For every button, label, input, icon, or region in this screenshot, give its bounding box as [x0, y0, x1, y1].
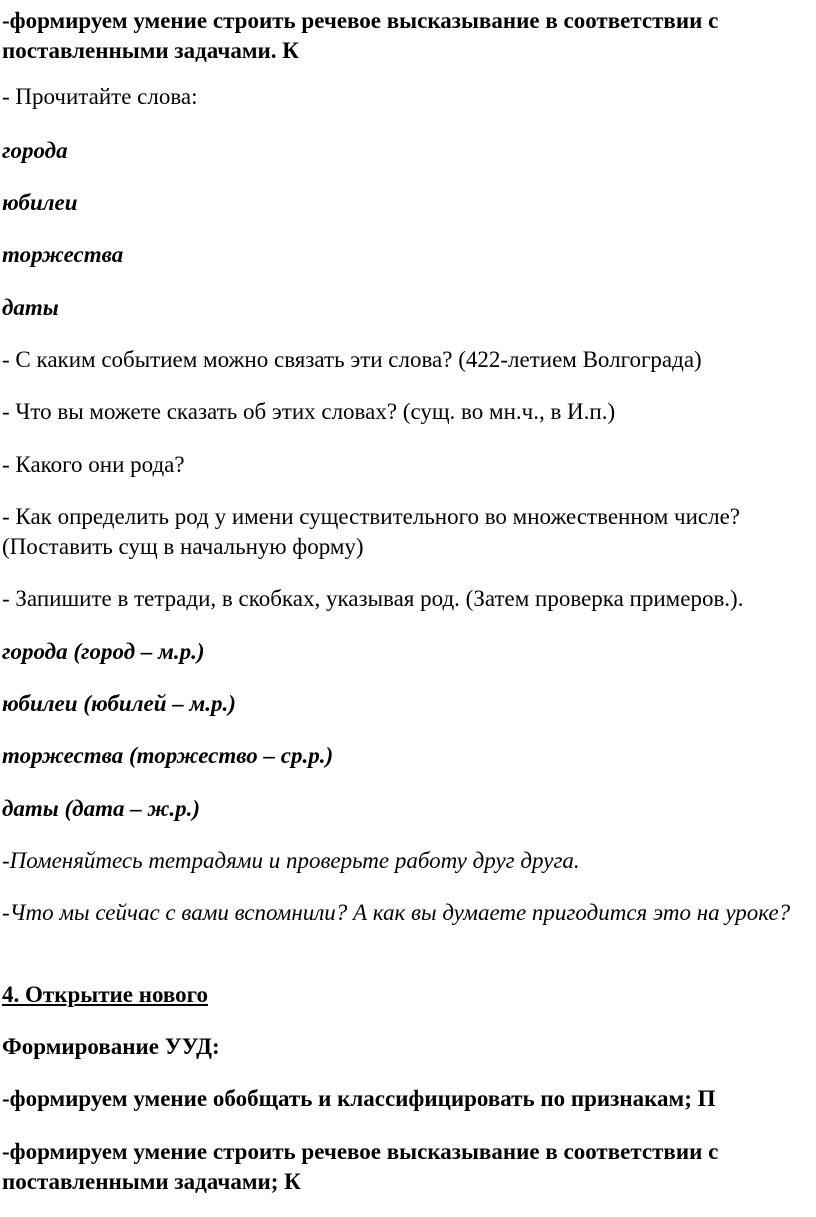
- uud-communicative-goal-2: -формируем умение строить речевое высказывание в соответствии с поставленными задачами; К: [2, 1139, 719, 1194]
- word-torzhestva: торжества: [2, 242, 124, 267]
- example-goroda: города (город – м.р.): [2, 639, 205, 664]
- uud-cognitive-goal: -формируем умение обобщать и классифицировать по признакам; П: [2, 1086, 716, 1111]
- word-yubilei: юбилеи: [2, 190, 78, 215]
- instruction-write: - Запишите в тетради, в скобках, указывая род. (Затем проверка примеров.).: [2, 586, 744, 611]
- instruction-read-words: - Прочитайте слова:: [2, 84, 198, 109]
- question-gender: - Какого они рода?: [2, 452, 185, 477]
- word-daty: даты: [2, 295, 59, 320]
- instruction-swap-notebooks: -Поменяйтесь тетрадями и проверьте работу друг друга.: [2, 848, 580, 873]
- example-daty: даты (дата – ж.р.): [2, 796, 201, 821]
- example-yubilei: юбилеи (юбилей – м.р.): [2, 691, 236, 716]
- question-recall: -Что мы сейчас с вами вспомнили? А как вы думаете пригодится это на уроке?: [2, 900, 791, 925]
- word-goroda: города: [2, 138, 68, 163]
- question-event: - С каким событием можно связать эти слова? (422-летием Волгограда): [2, 347, 702, 372]
- example-torzhestva: торжества (торжество – ср.р.): [2, 743, 334, 768]
- question-determine-gender: - Как определить род у имени существительного во множественном числе? (Поставить сущ в начальную форму): [2, 504, 740, 559]
- uud-heading: Формирование УУД:: [2, 1034, 220, 1059]
- section-heading-new: 4. Открытие нового: [2, 982, 209, 1007]
- uud-communicative-goal: -формируем умение строить речевое высказывание в соответствии с поставленными задачами. К: [2, 8, 719, 63]
- question-about-words: - Что вы можете сказать об этих словах? (сущ. во мн.ч., в И.п.): [2, 399, 616, 424]
